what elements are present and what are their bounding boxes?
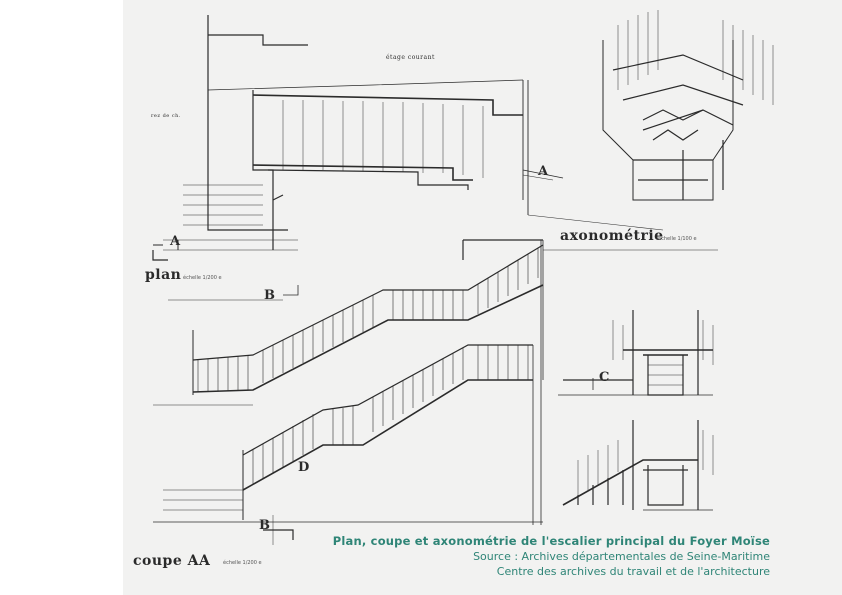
coupe-label: coupe AA [133, 553, 211, 569]
section-mark-b-top: B [264, 288, 275, 303]
figure-caption [333, 534, 770, 579]
axonometric-view-drawing [603, 10, 773, 200]
section-mark-c: C [599, 370, 610, 385]
caption-source-line-2: Centre des archives du travail et de l'architecture [496, 565, 770, 578]
coupe-scale-note: échelle 1/200 e [223, 560, 262, 566]
section-c-drawing [543, 250, 718, 510]
section-mark-a-left: A [170, 234, 181, 249]
etage-courant-label: étage courant [386, 54, 435, 61]
architectural-drawing [123, 0, 842, 595]
caption-source-line-1: Source : Archives départementales de Seine-Maritime [473, 550, 770, 563]
caption-title: Plan, coupe et axonométrie de l'escalier principal du Foyer Moïse [332, 534, 770, 548]
section-lower-flight-drawing [153, 240, 543, 545]
stair-plan-drawing [153, 15, 663, 260]
section-mark-a-right: A [538, 164, 549, 179]
axonometrie-scale-note: échelle 1/100 e [658, 236, 697, 242]
plan-label: plan [145, 267, 182, 283]
rez-de-chaussee-label: rez de ch. [151, 113, 181, 119]
axonometrie-label: axonométrie [560, 228, 664, 244]
section-mark-b-bottom: B [259, 518, 270, 533]
section-mark-d: D [298, 460, 310, 475]
plan-scale-note: échelle 1/200 e [183, 275, 222, 281]
scanned-drawing-sheet [123, 0, 842, 595]
